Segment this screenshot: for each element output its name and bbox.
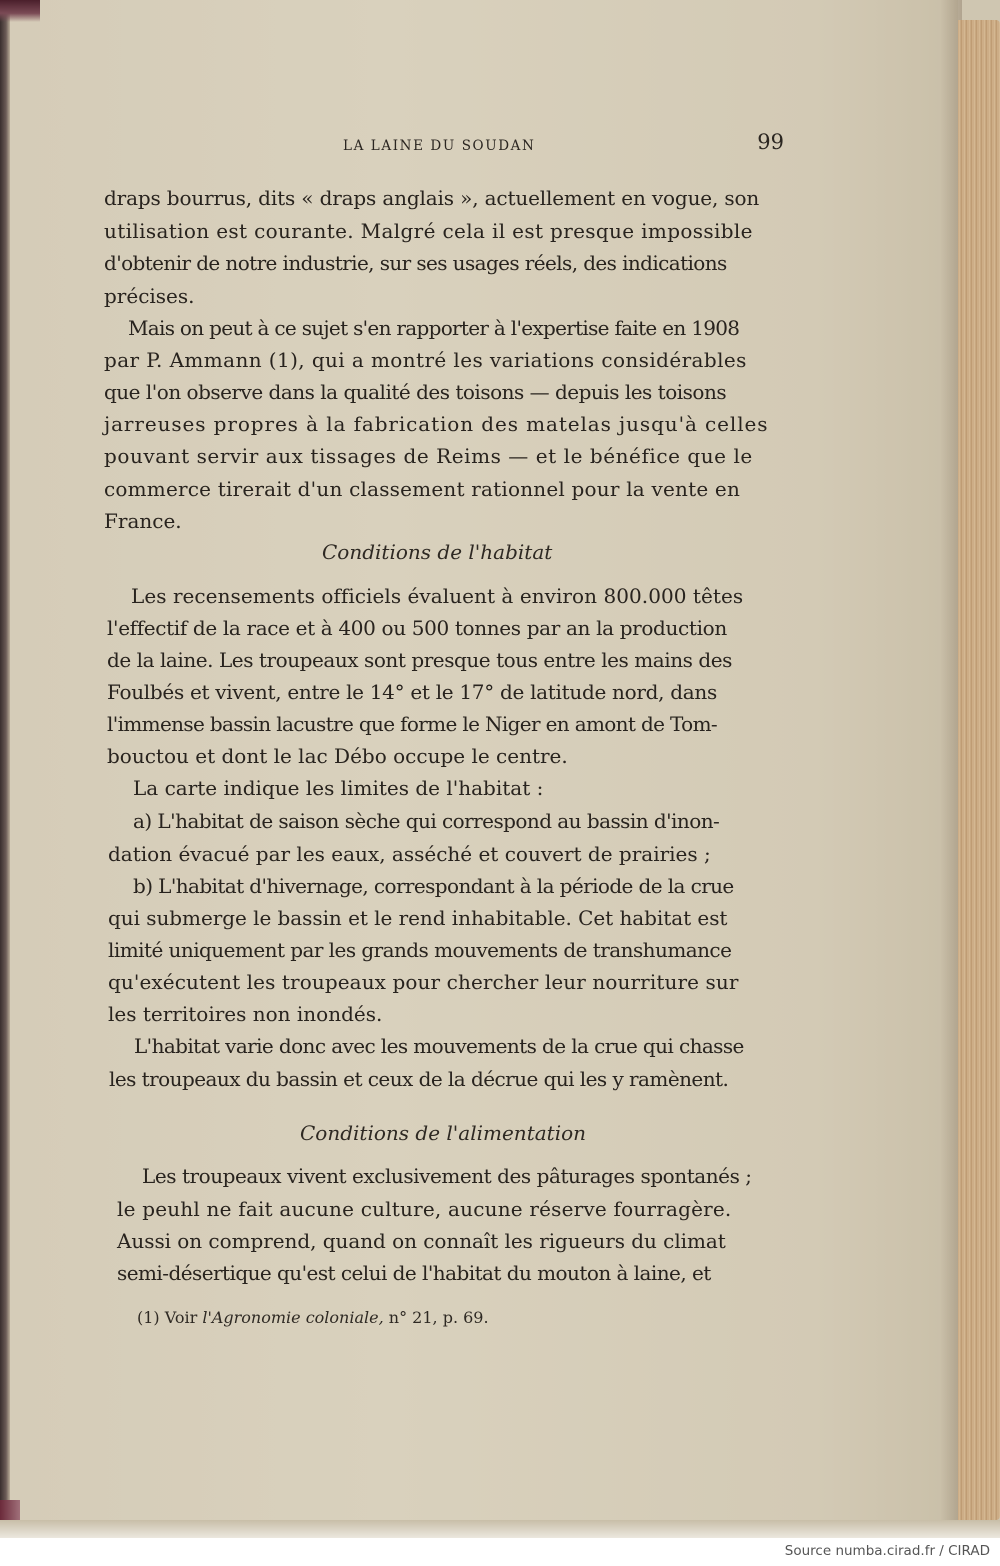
text-line: b) L'habitat d'hivernage, correspondant à la période de la crue (133, 874, 734, 898)
text-line: dation évacué par les eaux, asséché et couvert de prairies ; (108, 842, 711, 866)
text-line: limité uniquement par les grands mouvements de transhumance (108, 938, 732, 962)
text-line: draps bourrus, dits « draps anglais », actuellement en vogue, son (104, 186, 760, 210)
text-line: Mais on peut à ce sujet s'en rapporter à l'expertise faite en 1908 (128, 316, 740, 340)
text-line: Les troupeaux vivent exclusivement des pâturages spontanés ; (142, 1164, 752, 1188)
footnote (137, 1308, 489, 1327)
page-number: 99 (757, 130, 784, 154)
text-line: qui submerge le bassin et le rend inhabitable. Cet habitat est (108, 906, 728, 930)
text-line: précises. (104, 284, 195, 308)
text-line: par P. Ammann (1), qui a montré les variations considérables (104, 348, 747, 372)
text-line: La carte indique les limites de l'habitat : (133, 776, 544, 800)
text-line: l'effectif de la race et à 400 ou 500 tonnes par an la production (107, 616, 727, 640)
text-line: l'immense bassin lacustre que forme le Niger en amont de Tom- (107, 712, 717, 736)
text-line: Aussi on comprend, quand on connaît les rigueurs du climat (117, 1229, 726, 1253)
text-line: commerce tirerait d'un classement rationnel pour la vente en (104, 477, 741, 501)
text-line: utilisation est courante. Malgré cela il est presque impossible (104, 219, 753, 243)
text-line: d'obtenir de notre industrie, sur ses usages réels, des indications (104, 251, 727, 275)
text-line: qu'exécutent les troupeaux pour chercher leur nourriture sur (108, 970, 739, 994)
text-line: les territoires non inondés. (108, 1002, 383, 1026)
book-cover-corner (0, 0, 40, 22)
text-line: bouctou et dont le lac Débo occupe le centre. (107, 744, 568, 768)
text-line: L'habitat varie donc avec les mouvements de la crue qui chasse (134, 1034, 744, 1058)
scan-bottom-margin (0, 1520, 1000, 1538)
text-line: le peuhl ne fait aucune culture, aucune réserve fourragère. (117, 1197, 732, 1221)
text-line: Les recensements officiels évaluent à environ 800.000 têtes (131, 584, 744, 608)
text-line: pouvant servir aux tissages de Reims — et le bénéfice que le (104, 444, 753, 468)
footnote-journal-title: l'Agronomie coloniale, (202, 1308, 384, 1327)
running-title: LA LAINE DU SOUDAN (343, 138, 536, 154)
text-line: France. (104, 509, 182, 533)
text-line: a) L'habitat de saison sèche qui correspond au bassin d'inon- (133, 809, 720, 833)
text-line: que l'on observe dans la qualité des toisons — depuis les toisons (104, 380, 727, 404)
section-heading-habitat: Conditions de l'habitat (322, 540, 553, 564)
text-line: Foulbés et vivent, entre le 14° et le 17° de latitude nord, dans (107, 680, 717, 704)
page-header (100, 130, 790, 158)
section-heading-alimentation: Conditions de l'alimentation (300, 1121, 587, 1145)
text-line: semi-désertique qu'est celui de l'habitat du mouton à laine, et (117, 1261, 711, 1285)
book-fore-edge (958, 20, 1000, 1520)
text-line: jarreuses propres à la fabrication des matelas jusqu'à celles (104, 412, 769, 436)
book-spine-edge (0, 0, 10, 1538)
source-credit: Source numba.cirad.fr / CIRAD (784, 1543, 990, 1559)
text-line: de la laine. Les troupeaux sont presque tous entre les mains des (107, 648, 732, 672)
footnote-prefix: (1) Voir (137, 1308, 203, 1327)
text-line: les troupeaux du bassin et ceux de la décrue qui les y ramènent. (109, 1067, 729, 1091)
footnote-suffix: n° 21, p. 69. (383, 1308, 489, 1327)
